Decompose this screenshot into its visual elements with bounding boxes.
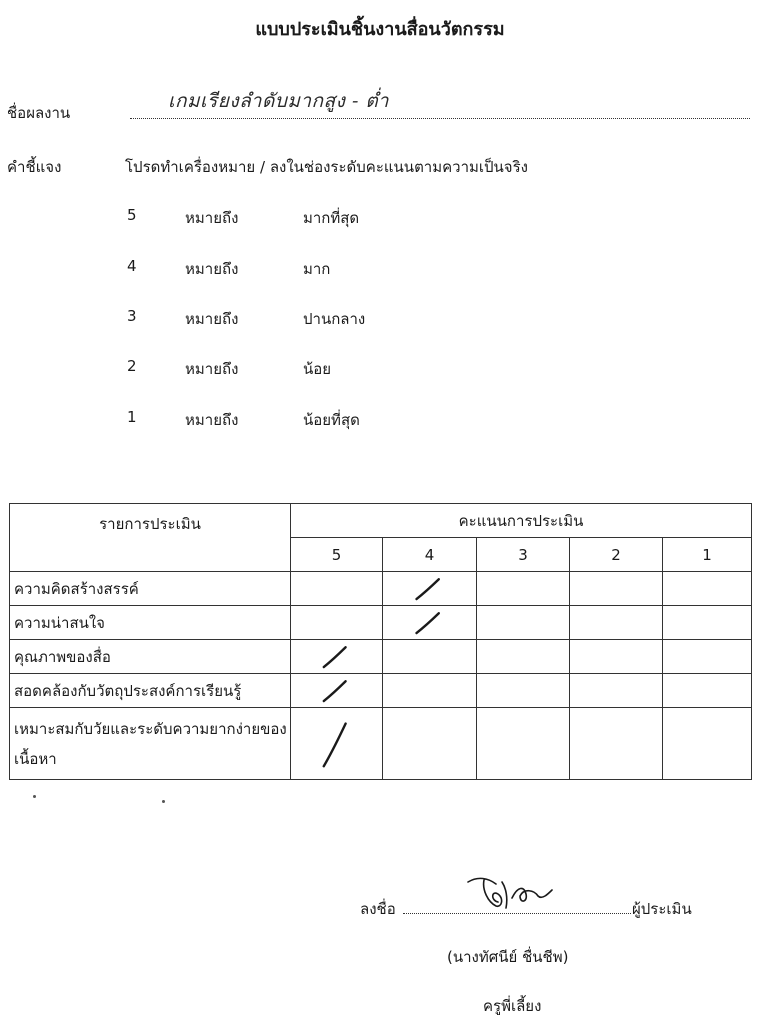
score-cell[interactable] <box>570 572 663 606</box>
score-cell[interactable] <box>663 708 752 780</box>
score-cell[interactable] <box>477 606 570 640</box>
scale-means: หมายถึง <box>185 310 239 328</box>
scale-means: หมายถึง <box>185 260 239 278</box>
score-cell[interactable] <box>383 606 477 640</box>
score-column-header: 4 <box>383 538 477 572</box>
score-cell[interactable] <box>570 708 663 780</box>
check-mark-icon <box>291 708 382 779</box>
signature-role: ผู้ประเมิน <box>632 900 692 918</box>
scale-description: มากที่สุด <box>303 209 360 227</box>
score-column-header: 3 <box>477 538 570 572</box>
work-name-dotted-line <box>130 118 750 119</box>
score-cell[interactable] <box>383 572 477 606</box>
score-cell[interactable] <box>383 640 477 674</box>
score-cell[interactable] <box>663 606 752 640</box>
instructions-text: โปรดทำเครื่องหมาย / ลงในช่องระดับคะแนนตามความเป็นจริง <box>125 158 528 176</box>
work-name-handwritten-value: เกมเรียงลำดับมากสูง - ต่ำ <box>168 90 389 112</box>
score-cell[interactable] <box>477 640 570 674</box>
scale-score: 5 <box>127 206 137 224</box>
handwritten-signature <box>462 868 557 922</box>
scale-description: มาก <box>303 260 331 278</box>
score-cell[interactable] <box>570 674 663 708</box>
criterion-label: ความคิดสร้างสรรค์ <box>10 572 291 606</box>
table-row <box>10 708 752 780</box>
scale-description: ปานกลาง <box>303 310 366 328</box>
score-cell[interactable] <box>663 640 752 674</box>
scale-score: 3 <box>127 307 137 325</box>
signature-label: ลงชื่อ <box>360 900 396 918</box>
score-cell[interactable] <box>291 640 383 674</box>
check-mark-icon <box>383 606 476 639</box>
score-cell[interactable] <box>383 708 477 780</box>
signer-name: (นางทัศนีย์ ชื่นชีพ) <box>447 948 569 966</box>
criteria-header: รายการประเมิน <box>10 504 291 572</box>
check-mark-icon <box>291 640 382 673</box>
scan-speck <box>162 800 165 803</box>
criterion-label: ความน่าสนใจ <box>10 606 291 640</box>
scale-means: หมายถึง <box>185 209 239 227</box>
scale-score: 1 <box>127 408 137 426</box>
score-cell[interactable] <box>663 674 752 708</box>
criterion-label: คุณภาพของสื่อ <box>10 640 291 674</box>
scale-score: 2 <box>127 357 137 375</box>
score-cell[interactable] <box>291 708 383 780</box>
scale-description: น้อยที่สุด <box>303 411 360 429</box>
scale-means: หมายถึง <box>185 360 239 378</box>
table-row <box>10 572 752 606</box>
table-row <box>10 640 752 674</box>
scan-speck <box>33 795 36 798</box>
score-cell[interactable] <box>477 708 570 780</box>
score-cell[interactable] <box>383 674 477 708</box>
score-cell[interactable] <box>477 674 570 708</box>
check-mark-icon <box>383 572 476 605</box>
table-row <box>10 606 752 640</box>
signer-position: ครูพี่เลี้ยง <box>483 997 542 1015</box>
page-title: แบบประเมินชิ้นงานสื่อนวัตกรรม <box>255 19 505 40</box>
evaluation-table <box>9 503 752 780</box>
criterion-label: เหมาะสมกับวัยและระดับความยากง่ายของเนื้อหา <box>10 708 291 780</box>
scale-score: 4 <box>127 257 137 275</box>
score-cell[interactable] <box>477 572 570 606</box>
score-header: คะแนนการประเมิน <box>291 504 752 538</box>
score-cell[interactable] <box>570 606 663 640</box>
work-name-label: ชื่อผลงาน <box>7 104 71 122</box>
scale-description: น้อย <box>303 360 332 378</box>
score-column-header: 2 <box>570 538 663 572</box>
score-cell[interactable] <box>570 640 663 674</box>
score-cell[interactable] <box>291 572 383 606</box>
score-cell[interactable] <box>291 606 383 640</box>
score-cell[interactable] <box>291 674 383 708</box>
instructions-label: คำชี้แจง <box>7 158 62 176</box>
score-column-header: 1 <box>663 538 752 572</box>
check-mark-icon <box>291 674 382 707</box>
score-column-header: 5 <box>291 538 383 572</box>
table-row <box>10 674 752 708</box>
score-cell[interactable] <box>663 572 752 606</box>
scale-means: หมายถึง <box>185 411 239 429</box>
criterion-label: สอดคล้องกับวัตถุประสงค์การเรียนรู้ <box>10 674 291 708</box>
